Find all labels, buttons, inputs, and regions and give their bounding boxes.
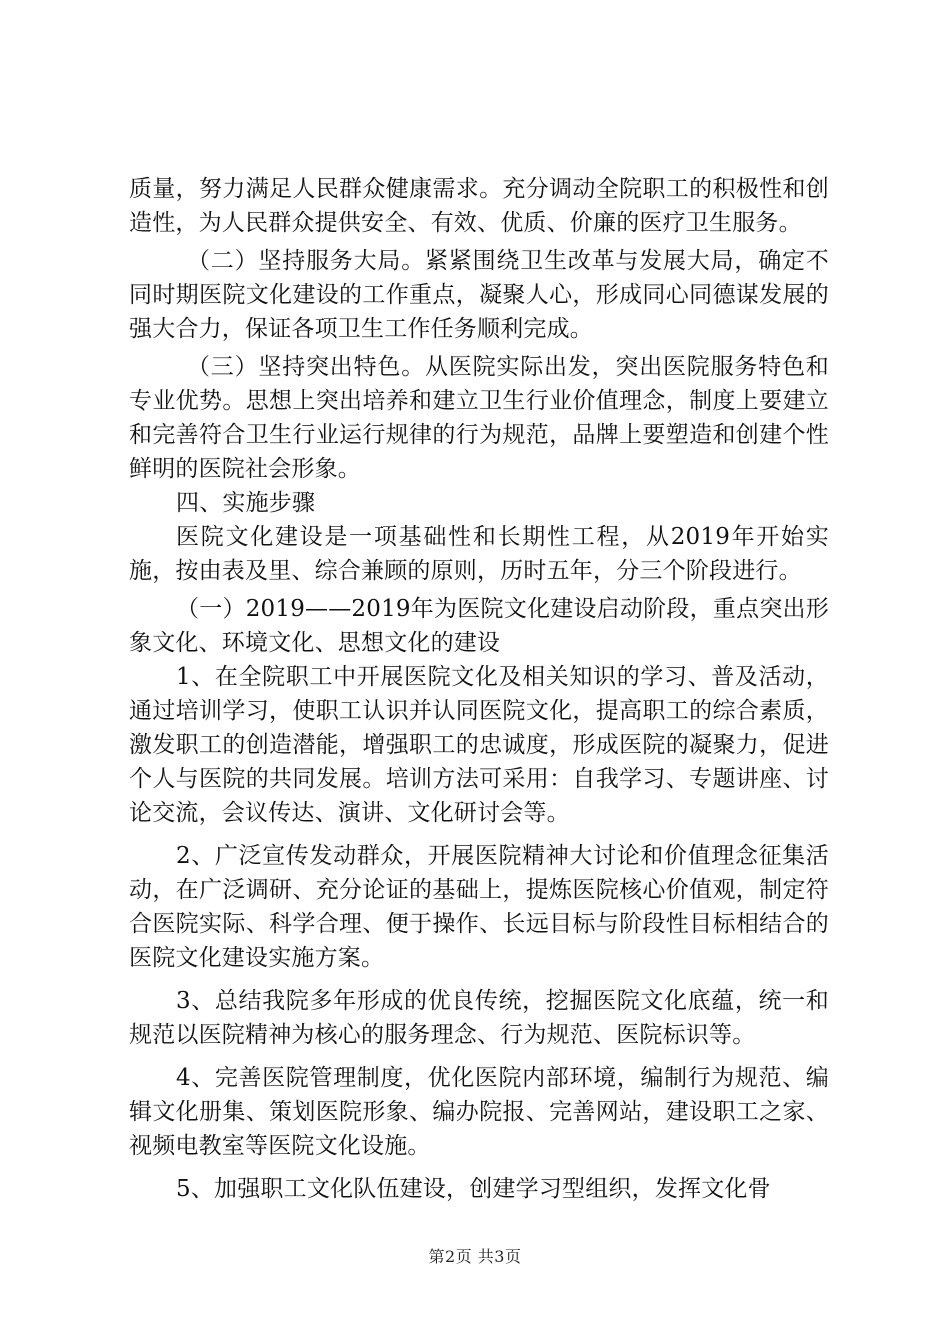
paragraph-phase-1: （一）2019——2019年为医院文化建设启动阶段，重点突出形象文化、环境文化、思想文化的建设	[129, 596, 829, 656]
paragraph-item-1: 1、在全院职工中开展医院文化及相关知识的学习、普及活动，通过培训学习，使职工认识并认同医院文化，提高职工的综合素质，激发职工的创造潜能，增强职工的忠诚度，形成医院的凝聚力，促进个人与医院的共同发展。培训方法可采用：自我学习、专题讲座、讨论交流，会议传达、演讲、文化研讨会等。	[129, 664, 829, 826]
paragraph-item-5: 5、加强职工文化队伍建设，创建学习型组织，发挥文化骨	[176, 1176, 771, 1202]
paragraph-continuation: 质量，努力满足人民群众健康需求。充分调动全院职工的积极性和创造性，为人民群众提供安全、有效、优质、价廉的医疗卫生服务。	[129, 176, 829, 236]
paragraph-item-4: 4、完善医院管理制度，优化医院内部环境，编制行为规范、编辑文化册集、策划医院形象、编办院报、完善网站，建设职工之家、视频电教室等医院文化设施。	[129, 1065, 829, 1159]
paragraph-item-2: 2、广泛宣传发动群众，开展医院精神大讨论和价值理念征集活动，在广泛调研、充分论证的基础上，提炼医院核心价值观，制定符合医院实际、科学合理、便于操作、长远目标与阶段性目标相结合的医院文化建设实施方案。	[129, 843, 829, 971]
paragraph-principle-2: （二）坚持服务大局。紧紧围绕卫生改革与发展大局，确定不同时期医院文化建设的工作重点，凝聚人心，形成同心同德谋发展的强大合力，保证各项卫生工作任务顺利完成。	[129, 248, 829, 342]
section-heading-implementation: 四、实施步骤	[176, 490, 316, 516]
paragraph-item-3: 3、总结我院多年形成的优良传统，挖掘医院文化底蕴，统一和规范以医院精神为核心的服务理念、行为规范、医院标识等。	[129, 988, 829, 1048]
paragraph-implementation-intro: 医院文化建设是一项基础性和长期性工程，从2019年开始实施，按由表及里、综合兼顾的原则，历时五年，分三个阶段进行。	[129, 524, 829, 584]
page-footer	[0, 1244, 950, 1267]
page-number-label: 第2页 共3页	[428, 1247, 522, 1266]
paragraph-principle-3: （三）坚持突出特色。从医院实际出发，突出医院服务特色和专业优势。思想上突出培养和建立卫生行业价值理念，制度上要建立和完善符合卫生行业运行规律的行为规范，品牌上要塑造和创建个性鲜明的医院社会形象。	[129, 354, 829, 482]
document-body	[129, 172, 829, 1206]
